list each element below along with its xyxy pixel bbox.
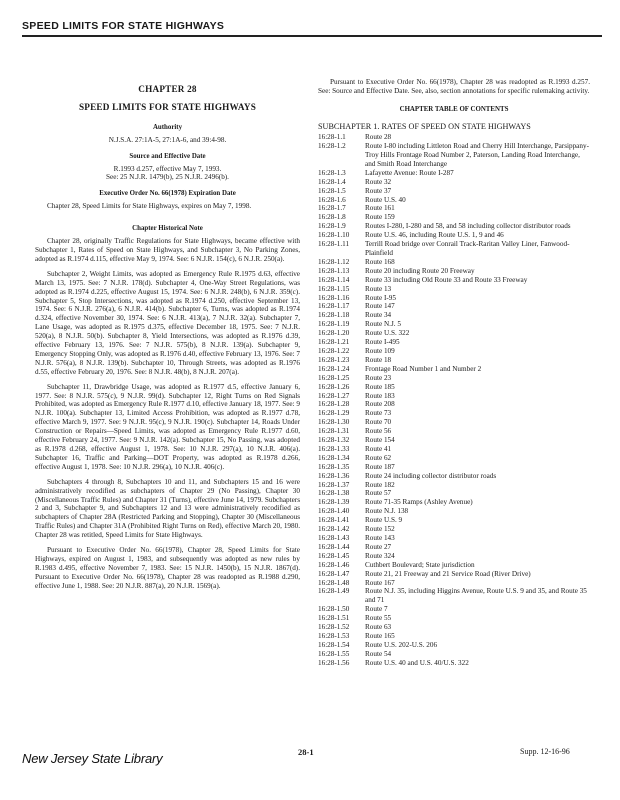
toc-entry-number: 16:28-1.12 <box>318 257 350 266</box>
toc-entry-title: Route 185 <box>365 382 395 391</box>
toc-entry-title: Route U.S. 46, including Route U.S. 1, 9 and 46 <box>365 231 504 240</box>
toc-entry-number: 16:28-1.6 <box>318 195 346 204</box>
toc-entry <box>318 142 590 169</box>
toc-entry <box>318 552 590 561</box>
toc-entry <box>318 516 590 525</box>
toc-entry-number: 16:28-1.25 <box>318 373 350 382</box>
history-paragraph: Subchapter 11, Drawbridge Usage, was adopted as R.1977 d.5, effective January 6, 1977. See: 8 N.J.R. 575(c), 9 N.J.R. 99(d). Subchapter 12, Right Turns on Red Signals Prohibited, was adopted as Emergency Rule R.1977 d.10, effective January 18, 1977. See: 9 N.J.R. 100(a). Subchapter 13, Limited Access Prohibition, was adopted as R.1977 d.78, effective March 9, 1977. See: 9 N.J.R. 95(c), 9 N.J.R. 190(c). Subchapter 14, Roads Under Construction or Repairs—Speed Limits, was adopted as Emergency Rule R.1977 d.60, effective February 24, 1977. See: 9 N.J.R. 142(a). Subchapter 15, No Passing, was adopted as R.1978 d.268, effective August 1, 1978. See: 10 N.J.R. 297(a), 10 N.J.R. 406(a). Subchapter 16, Traffic and Parking—DOT Property, was adopted as R.1978 d.266, effective August 1, 1978. See: 10 N.J.R. 296(a), 10 N.J.R. 406(c). <box>35 382 301 471</box>
toc-entry-number: 16:28-1.7 <box>318 204 346 213</box>
toc-entry-title: Route 20 including Route 20 Freeway <box>365 266 475 275</box>
library-logo: New Jersey State Library <box>22 751 163 766</box>
toc-entry-number: 16:28-1.15 <box>318 284 350 293</box>
toc-entry-number: 16:28-1.45 <box>318 551 350 560</box>
toc-entry <box>318 392 590 401</box>
toc-entry <box>318 659 590 668</box>
toc-subchapter-heading: SUBCHAPTER 1. RATES OF SPEED ON STATE HIGHWAYS <box>318 121 531 131</box>
toc-entry-number: 16:28-1.53 <box>318 631 350 640</box>
toc-entry <box>318 338 590 347</box>
toc-entry-title: Route 70 <box>365 418 392 427</box>
toc-entry <box>318 587 590 605</box>
toc-entry-title: Route 109 <box>365 346 395 355</box>
toc-entry-number: 16:28-1.46 <box>318 560 350 569</box>
toc-entry-title: Frontage Road Number 1 and Number 2 <box>365 364 482 373</box>
toc-entry-number: 16:28-1.40 <box>318 507 350 516</box>
toc-entry-title: Routes I-280, I-280 and 58, and 58 including collector distributor roads <box>365 222 571 231</box>
toc-entry <box>318 302 590 311</box>
toc-entry <box>318 534 590 543</box>
toc-entry <box>318 632 590 641</box>
toc-entry <box>318 650 590 659</box>
toc-entry <box>318 454 590 463</box>
toc-entry-title: Route 34 <box>365 311 392 320</box>
toc-entry-title: Cuthbert Boulevard; State jurisdiction <box>365 560 475 569</box>
source-heading: Source and Effective Date <box>129 152 206 160</box>
toc-entry-title: Route 182 <box>365 480 395 489</box>
chapter-title: SPEED LIMITS FOR STATE HIGHWAYS <box>78 101 257 112</box>
toc-entry <box>318 400 590 409</box>
toc-entry <box>318 427 590 436</box>
toc-entry <box>318 445 590 454</box>
history-paragraph: Pursuant to Executive Order No. 66(1978), Chapter 28, Speed Limits for State Highways, expired on August 1, 1983, and subsequently was adopted as new rules by R.1983 d.495, effective November 7, 1983. See: 15 N.J.R. 1450(b), 15 N.J.R. 1867(d). Pursuant to Executive Order No. 66(1978), Chapter 28 was readopted as R.1988 d.290, effective June 1, 1988. See: 20 N.J.R. 887(a), 20 N.J.R. 1569(a). <box>35 546 300 590</box>
toc-entry-title: Route N.J. 5 <box>365 320 401 329</box>
toc-entry <box>318 463 590 472</box>
toc-entry-title: Route 62 <box>365 453 392 462</box>
toc-entry <box>318 311 590 320</box>
toc-entry <box>318 204 590 213</box>
toc-entry <box>318 169 590 178</box>
toc-entry-number: 16:28-1.31 <box>318 427 350 436</box>
toc-entry-number: 16:28-1.34 <box>318 453 350 462</box>
toc-entry-title: Route 55 <box>365 614 392 623</box>
toc-entry-number: 16:28-1.37 <box>318 480 350 489</box>
toc-entry-number: 16:28-1.5 <box>318 186 346 195</box>
toc-entry-number: 16:28-1.49 <box>318 587 350 596</box>
toc-entry-title: Route 187 <box>365 462 395 471</box>
toc-entry <box>318 579 590 588</box>
toc-entry-title: Route 208 <box>365 400 395 409</box>
toc-entry-title: Route 183 <box>365 391 395 400</box>
toc-entry-title: Route 13 <box>365 284 392 293</box>
toc-entry-number: 16:28-1.10 <box>318 231 350 240</box>
toc-entry-title: Route 167 <box>365 578 395 587</box>
toc-entry-number: 16:28-1.51 <box>318 614 350 623</box>
toc-entry-number: 16:28-1.55 <box>318 649 350 658</box>
toc-entry <box>318 365 590 374</box>
toc-entry <box>318 231 590 240</box>
toc-entry-number: 16:28-1.41 <box>318 516 350 525</box>
toc-entry-number: 16:28-1.8 <box>318 213 346 222</box>
left-column <box>35 78 300 597</box>
toc-entry <box>318 187 590 196</box>
toc-entry-number: 16:28-1.9 <box>318 222 346 231</box>
toc-entry-number: 16:28-1.47 <box>318 569 350 578</box>
toc-entry <box>318 641 590 650</box>
toc-entry-title: Route 63 <box>365 623 392 632</box>
toc-entry-title: Route 324 <box>365 551 395 560</box>
toc-entry <box>318 543 590 552</box>
toc-entry-number: 16:28-1.21 <box>318 338 350 347</box>
toc-entry <box>318 196 590 205</box>
toc-entry-title: Route 147 <box>365 302 395 311</box>
toc-entry <box>318 383 590 392</box>
toc-entry <box>318 472 590 481</box>
toc-entry-number: 16:28-1.11 <box>318 240 350 249</box>
toc-entry-number: 16:28-1.36 <box>318 471 350 480</box>
toc-entry-number: 16:28-1.27 <box>318 391 350 400</box>
toc-entry <box>318 374 590 383</box>
toc-entry-number: 16:28-1.52 <box>318 623 350 632</box>
right-column <box>318 78 590 668</box>
toc-entry-title: Route 32 <box>365 177 392 186</box>
toc-entry-number: 16:28-1.29 <box>318 409 350 418</box>
history-paragraph: Chapter 28, originally Traffic Regulations for State Highways, became effective with Subchapter 1, Rates of Speed on State Highways, and Subchapter 3, No Parking Zones, adopted as R.1974 d.115, effective May 9, 1974. See: 6 N.J.R. 154(c), 6 N.J.R. 250(a). <box>35 237 300 263</box>
toc-entry <box>318 525 590 534</box>
toc-entry <box>318 570 590 579</box>
authority-text: N.J.S.A. 27:1A-5, 27:1A-6, and 39:4-98. <box>108 135 227 144</box>
toc-entry-title: Route 18 <box>365 355 392 364</box>
toc-list <box>318 133 590 667</box>
toc-entry-title: Route 37 <box>365 186 392 195</box>
toc-entry <box>318 481 590 490</box>
toc-entry-number: 16:28-1.43 <box>318 534 350 542</box>
toc-entry <box>318 561 590 570</box>
toc-entry <box>318 436 590 445</box>
history-paragraph: Subchapters 4 through 8, Subchapters 10 and 11, and Subchapters 15 and 16 were administratively recodified as subchapters of Chapter 29 (No Passing), Chapter 30 (Miscellaneous Traffic Rules) and Chapter 31 (Turns), effective June 14, 1979. Subchapters 2 and 3, Subchapter 9, and Subchapters 12 and 13 were administratively recodified as subchapters of Chapter 28A (Restricted Parking and Stopping), Chapter 30 (Miscellaneous Traffic Rules) and Chapter 31A (Prohibited Right Turns on Red), effective March 20, 1980. Chapter 28 was retitled, Speed Limits for State Highways. <box>35 477 300 540</box>
toc-entry <box>318 285 590 294</box>
toc-entry-number: 16:28-1.26 <box>318 382 350 391</box>
running-head: SPEED LIMITS FOR STATE HIGHWAYS <box>22 20 225 32</box>
toc-entry-title: Route 24 including collector distributor roads <box>365 471 497 480</box>
expiration-heading: Executive Order No. 66(1978) Expiration Date <box>99 190 236 198</box>
toc-entry-number: 16:28-1.24 <box>318 364 350 373</box>
toc-entry <box>318 614 590 623</box>
toc-entry <box>318 240 590 258</box>
readoption-note: Pursuant to Executive Order No. 66(1978), Chapter 28 was readopted as R.1993 d.257. See: Source and Effective Date. See, also, section annotations for specific rulemaking activity. <box>318 78 590 95</box>
toc-entry-title: Route 152 <box>365 525 395 534</box>
toc-entry-title: Route U.S. 322 <box>365 329 410 338</box>
toc-entry-number: 16:28-1.18 <box>318 311 350 320</box>
toc-entry <box>318 347 590 356</box>
toc-entry-title: Route 56 <box>365 427 392 436</box>
toc-entry-title: Route U.S. 40 and U.S. 40/U.S. 322 <box>365 658 469 667</box>
toc-entry-number: 16:28-1.50 <box>318 605 350 614</box>
authority-heading: Authority <box>152 123 183 131</box>
toc-entry-number: 16:28-1.32 <box>318 436 350 445</box>
toc-entry <box>318 320 590 329</box>
header-rule <box>22 35 602 37</box>
toc-entry-number: 16:28-1.44 <box>318 542 350 551</box>
toc-heading: CHAPTER TABLE OF CONTENTS <box>399 105 509 113</box>
toc-entry-number: 16:28-1.28 <box>318 400 350 409</box>
toc-entry-number: 16:28-1.38 <box>318 489 350 498</box>
toc-entry <box>318 133 590 142</box>
toc-entry-title: Route 21, 21 Freeway and 21 Service Road (River Drive) <box>365 569 531 578</box>
history-paragraph: Subchapter 2, Weight Limits, was adopted as Emergency Rule R.1975 d.63, effective March 13, 1975. See: 7 N.J.R. 178(d). Subchapter 4, One-Way Street Regulations, was adopted as R.1974 d.225, effective August 15, 1974. See: 6 N.J.R. 248(b), 6 N.J.R. 359(c). Subchapter 5, Stop Intersections, was adopted as R.1974 d.250, effective September 13, 1974. See: 6 N.J.R. 276(a), 6 N.J.R. 414(b). Subchapter 6, Turns, was adopted as R.1974 d.324, effective November 30, 1974. See: 6 N.J.R. 413(a), 7 N.J.R. 32(a). Subchapter 7, Lane Usage, was adopted as R.1975 d.375, effective December 18, 1975. See: 7 N.J.R. 520(a), 8 N.J.R. 50(b). Subchapter 8, Yield Intersections, was adopted as R.1976 d.39, effective February 13, 1976. See: 7 N.J.R. 575(b), 8 N.J.R. 139(a). Subchapter 9, Emergency Stopping Only, was adopted as R.1976 d.40, effective February 13, 1976. See: 7 N.J.R. 576(a), 8 N.J.R. 139(b). Subchapter 10, Through Streets, was adopted as R.1976 d.55, effective February 20, 1976. See: 8 N.J.R. 48(b), 8 N.J.R. 207(a). <box>35 269 300 376</box>
toc-entry <box>318 213 590 222</box>
toc-entry <box>318 507 590 516</box>
toc-entry-number: 16:28-1.17 <box>318 302 350 311</box>
source-line: See: 25 N.J.R. 1479(b), 25 N.J.R. 2496(b). <box>106 173 229 182</box>
toc-entry-title: Route 33 including Old Route 33 and Route 33 Freeway <box>365 275 528 284</box>
toc-entry-number: 16:28-1.22 <box>318 346 350 355</box>
toc-entry-number: 16:28-1.1 <box>318 133 346 142</box>
toc-entry-title: Route N.J. 138 <box>365 507 409 516</box>
page-number: 28-1 <box>298 747 314 757</box>
toc-entry-title: Route 7 <box>365 605 388 614</box>
toc-entry-number: 16:28-1.23 <box>318 355 350 364</box>
toc-entry-number: 16:28-1.3 <box>318 168 346 177</box>
toc-entry-number: 16:28-1.16 <box>318 293 350 302</box>
history-heading: Chapter Historical Note <box>132 225 203 233</box>
source-line: R.1993 d.257, effective May 7, 1993. <box>113 164 222 173</box>
toc-entry-number: 16:28-1.19 <box>318 320 350 329</box>
toc-entry-title: Route 165 <box>365 631 395 640</box>
toc-entry-title: Route 54 <box>365 649 392 658</box>
chapter-label: CHAPTER 28 <box>138 84 197 94</box>
toc-entry-number: 16:28-1.35 <box>318 462 350 471</box>
toc-entry-title: Lafayette Avenue: Route I-287 <box>365 168 454 177</box>
toc-entry-title: Route 28 <box>365 133 392 142</box>
toc-entry-number: 16:28-1.54 <box>318 640 350 649</box>
toc-entry-title: Route 161 <box>365 204 395 213</box>
toc-entry-number: 16:28-1.56 <box>318 658 350 667</box>
toc-entry-number: 16:28-1.30 <box>318 418 350 427</box>
toc-entry <box>318 329 590 338</box>
expiration-text: Chapter 28, Speed Limits for State Highways, expires on May 7, 1998. <box>47 202 252 211</box>
toc-entry-number: 16:28-1.48 <box>318 578 350 587</box>
toc-entry-title: Route 73 <box>365 409 392 418</box>
toc-entry-title: Route I-95 <box>365 293 396 302</box>
toc-entry-title: Route 154 <box>365 436 395 445</box>
toc-entry-title: Route U.S. 40 <box>365 195 406 204</box>
toc-entry-title: Route 168 <box>365 257 395 266</box>
supplement-date: Supp. 12-16-96 <box>520 747 570 756</box>
toc-entry-number: 16:28-1.20 <box>318 329 350 338</box>
toc-entry <box>318 605 590 614</box>
toc-entry <box>318 418 590 427</box>
toc-entry <box>318 178 590 187</box>
toc-entry <box>318 222 590 231</box>
toc-entry <box>318 489 590 498</box>
toc-entry <box>318 267 590 276</box>
toc-entry-number: 16:28-1.4 <box>318 177 346 186</box>
toc-entry <box>318 356 590 365</box>
toc-entry-title: Route 41 <box>365 444 392 453</box>
toc-entry-title: Route N.J. 35, including Higgins Avenue, Route U.S. 9 and 35, and Route 35 and 71 <box>365 587 587 605</box>
toc-entry <box>318 258 590 267</box>
toc-entry <box>318 276 590 285</box>
toc-entry-title: Route 57 <box>365 489 392 498</box>
toc-entry-number: 16:28-1.2 <box>318 142 346 151</box>
toc-entry-title: Terrill Road bridge over Conrail Track-Raritan Valley Liner, Fanwood-Plainfield <box>365 240 570 257</box>
toc-entry-title: Route I-80 including Littleton Road and Cherry Hill Interchange, Parsippany-Troy Hills Frontage Road Number 2, Paterson, Landing Road Interchange, and Smith Road Interchange <box>365 142 589 168</box>
toc-entry-number: 16:28-1.14 <box>318 275 350 284</box>
toc-entry-title: Route I-495 <box>365 338 400 347</box>
toc-entry-number: 16:28-1.39 <box>318 498 350 507</box>
toc-entry-title: Route 143 <box>365 534 395 542</box>
toc-entry-title: Route U.S. 202-U.S. 206 <box>365 640 438 649</box>
toc-entry-title: Route U.S. 9 <box>365 516 403 525</box>
toc-entry <box>318 623 590 632</box>
toc-entry <box>318 409 590 418</box>
toc-entry-number: 16:28-1.13 <box>318 266 350 275</box>
toc-entry-number: 16:28-1.42 <box>318 525 350 534</box>
toc-entry <box>318 498 590 507</box>
toc-entry <box>318 294 590 303</box>
toc-entry-title: Route 159 <box>365 213 395 222</box>
toc-entry-title: Route 23 <box>365 373 392 382</box>
toc-entry-title: Route 71-35 Ramps (Ashley Avenue) <box>365 498 473 507</box>
toc-entry-number: 16:28-1.33 <box>318 444 350 453</box>
toc-entry-title: Route 27 <box>365 542 392 551</box>
